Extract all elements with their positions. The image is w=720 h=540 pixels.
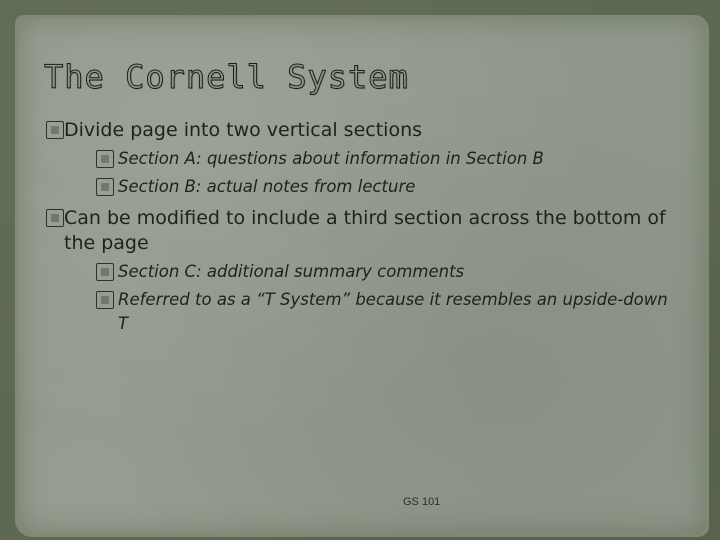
sub-bullet-text: Section C: additional summary comments xyxy=(118,262,465,281)
sub-bullet-text: Section A: questions about information in Section B xyxy=(118,149,544,168)
sub-bullet-text: Section B: actual notes from lecture xyxy=(118,177,416,196)
sub-bullet-item xyxy=(96,260,676,284)
slide-body xyxy=(46,118,676,336)
sub-bullet-item xyxy=(96,175,676,199)
bullet-glyph-icon xyxy=(46,121,64,139)
slide-title: The Cornell System xyxy=(44,58,409,96)
bullet-item xyxy=(46,118,676,143)
sub-bullet-text: Referred to as a “T System” because it resembles an upside-down T xyxy=(118,290,668,333)
bullet-item xyxy=(46,206,676,256)
bullet-glyph-icon xyxy=(96,178,114,196)
sub-bullet-item xyxy=(96,288,676,336)
sub-bullet-item xyxy=(96,147,676,171)
bullet-glyph-icon xyxy=(96,263,114,281)
bullet-glyph-icon xyxy=(96,291,114,309)
bullet-glyph-icon xyxy=(96,150,114,168)
bullet-text: Divide page into two vertical sections xyxy=(64,119,423,141)
bullet-text: Can be modified to include a third section across the bottom of the page xyxy=(64,207,666,254)
bullet-glyph-icon xyxy=(46,209,64,227)
slide-footer: GS 101 xyxy=(403,496,441,508)
